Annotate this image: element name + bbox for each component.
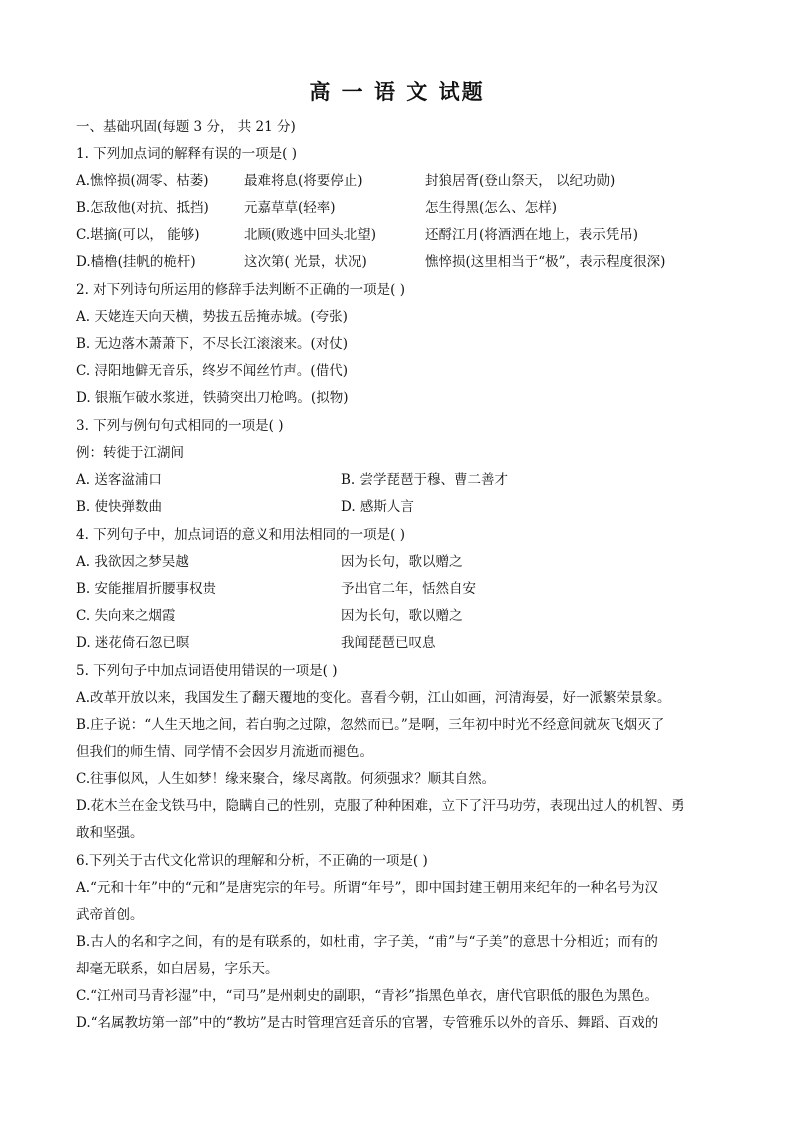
q3-option-c: B. 使快弹数曲 (76, 499, 163, 515)
q1-b-2: 元嘉草草(轻率) (244, 200, 336, 216)
question-5-stem: 5. 下列句子中加点词语使用错误的一项是( ) (76, 663, 338, 679)
q4-option-a-right: 因为长句，歌以赠之 (341, 554, 463, 570)
q1-c-1: C.堪摘(可以， 能够) (76, 227, 200, 243)
q6-line: A.“元和十年”中的“元和”是唐宪宗的年号。所谓“年号”，即中国封建王朝用来纪年的一种名号为汉 (76, 880, 658, 896)
q1-a-1: A.憔悴损(凋零、枯萎) (76, 173, 209, 189)
q4-option-d-right: 我闻琵琶已叹息 (341, 635, 436, 651)
q3-option-d: D. 感斯人言 (341, 499, 414, 515)
question-3-stem: 3. 下列与例句句式相同的一项是( ) (76, 418, 284, 434)
q5-line: 敢和坚强。 (76, 825, 144, 841)
q6-line: 武帝首创。 (76, 907, 144, 923)
q4-option-b-right: 予出官二年，恬然自安 (341, 581, 476, 597)
section-heading: 一、基础巩固(每题 3 分， 共 21 分) (76, 119, 296, 135)
question-1-stem: 1. 下列加点词的解释有误的一项是( ) (76, 146, 297, 162)
q2-option-d: D. 银瓶乍破水浆迸，铁骑突出刀枪鸣。(拟物) (76, 390, 349, 406)
q5-line: A.改革开放以来，我国发生了翻天覆地的变化。喜看今朝，江山如画，河清海晏，好一派繁荣景象。 (76, 690, 671, 706)
q2-option-c: C. 浔阳地僻无音乐，终岁不闻丝竹声。(借代) (76, 363, 348, 379)
q6-line: B.古人的名和字之间，有的是有联系的，如杜甫，字子美，“甫”与“子美”的意思十分相近；而有的 (76, 934, 658, 950)
q1-d-2: 这次第( 光景，状况) (244, 254, 367, 270)
page-title: 高 一 语 文 试题 (309, 79, 485, 104)
q1-a-3: 封狼居胥(登山祭天， 以纪功勋) (425, 173, 616, 189)
q3-option-b: B. 尝学琵琶于穆、曹二善才 (341, 472, 509, 488)
q2-option-b: B. 无边落木萧萧下，不尽长江滚滚来。(对仗) (76, 336, 349, 352)
q5-line: 但我们的师生情、同学情不会因岁月流逝而褪色。 (76, 744, 373, 760)
q3-option-a: A. 送客湓浦口 (76, 472, 162, 488)
q1-b-3: 怎生得黑(怎么、怎样) (425, 200, 558, 216)
q1-c-3: 还酹江月(将酒洒在地上，表示凭吊) (425, 227, 639, 243)
q1-d-3: 憔悴损(这里相当于“极”，表示程度很深) (425, 254, 666, 270)
q1-b-1: B.怎敌他(对抗、抵挡) (76, 200, 209, 216)
q1-c-2: 北顾(败逃中回头北望) (244, 227, 377, 243)
q4-option-d-left: D. 迷花倚石忽已暝 (76, 635, 190, 651)
q6-line: D.“名属教坊第一部”中的“教坊”是古时管理宫廷音乐的官署，专管雅乐以外的音乐、舞蹈、百戏的 (76, 1015, 659, 1031)
q5-line: C.往事似风，人生如梦！缘来聚合，缘尽离散。何须强求？顺其自然。 (76, 771, 496, 787)
q3-example: 例：转徙于江湖间 (76, 445, 184, 461)
q5-line: D.花木兰在金戈铁马中，隐瞒自己的性别，克服了种种困难，立下了汗马功劳，表现出过人的机智、勇 (76, 798, 685, 814)
question-4-stem: 4. 下列句子中，加点词语的意义和用法相同的一项是( ) (76, 527, 405, 543)
question-6-stem: 6.下列关于古代文化常识的理解和分析，不正确的一项是( ) (76, 853, 428, 869)
q1-a-2: 最难将息(将要停止) (244, 173, 363, 189)
q4-option-a-left: A. 我欲因之梦吴越 (76, 554, 189, 570)
q4-option-c-right: 因为长句，歌以赠之 (341, 608, 463, 624)
q5-line: B.庄子说：“人生天地之间，若白驹之过隙，忽然而已。”是啊，三年初中时光不经意间就灰飞烟灭了 (76, 717, 665, 733)
q6-line: 却毫无联系，如白居易，字乐天。 (76, 961, 279, 977)
q4-option-c-left: C. 失向来之烟霞 (76, 608, 176, 624)
q2-option-a: A. 天姥连天向天横，势拔五岳掩赤城。(夸张) (76, 309, 348, 325)
q4-option-b-left: B. 安能摧眉折腰事权贵 (76, 581, 217, 597)
q6-line: C.“江州司马青衫湿”中，“司马”是州刺史的副职，“青衫”指黑色单衣，唐代官职低的服色为黑色。 (76, 988, 659, 1004)
q1-d-1: D.樯橹(挂帆的桅杆) (76, 254, 196, 270)
question-2-stem: 2. 对下列诗句所运用的修辞手法判断不正确的一项是( ) (76, 282, 405, 298)
